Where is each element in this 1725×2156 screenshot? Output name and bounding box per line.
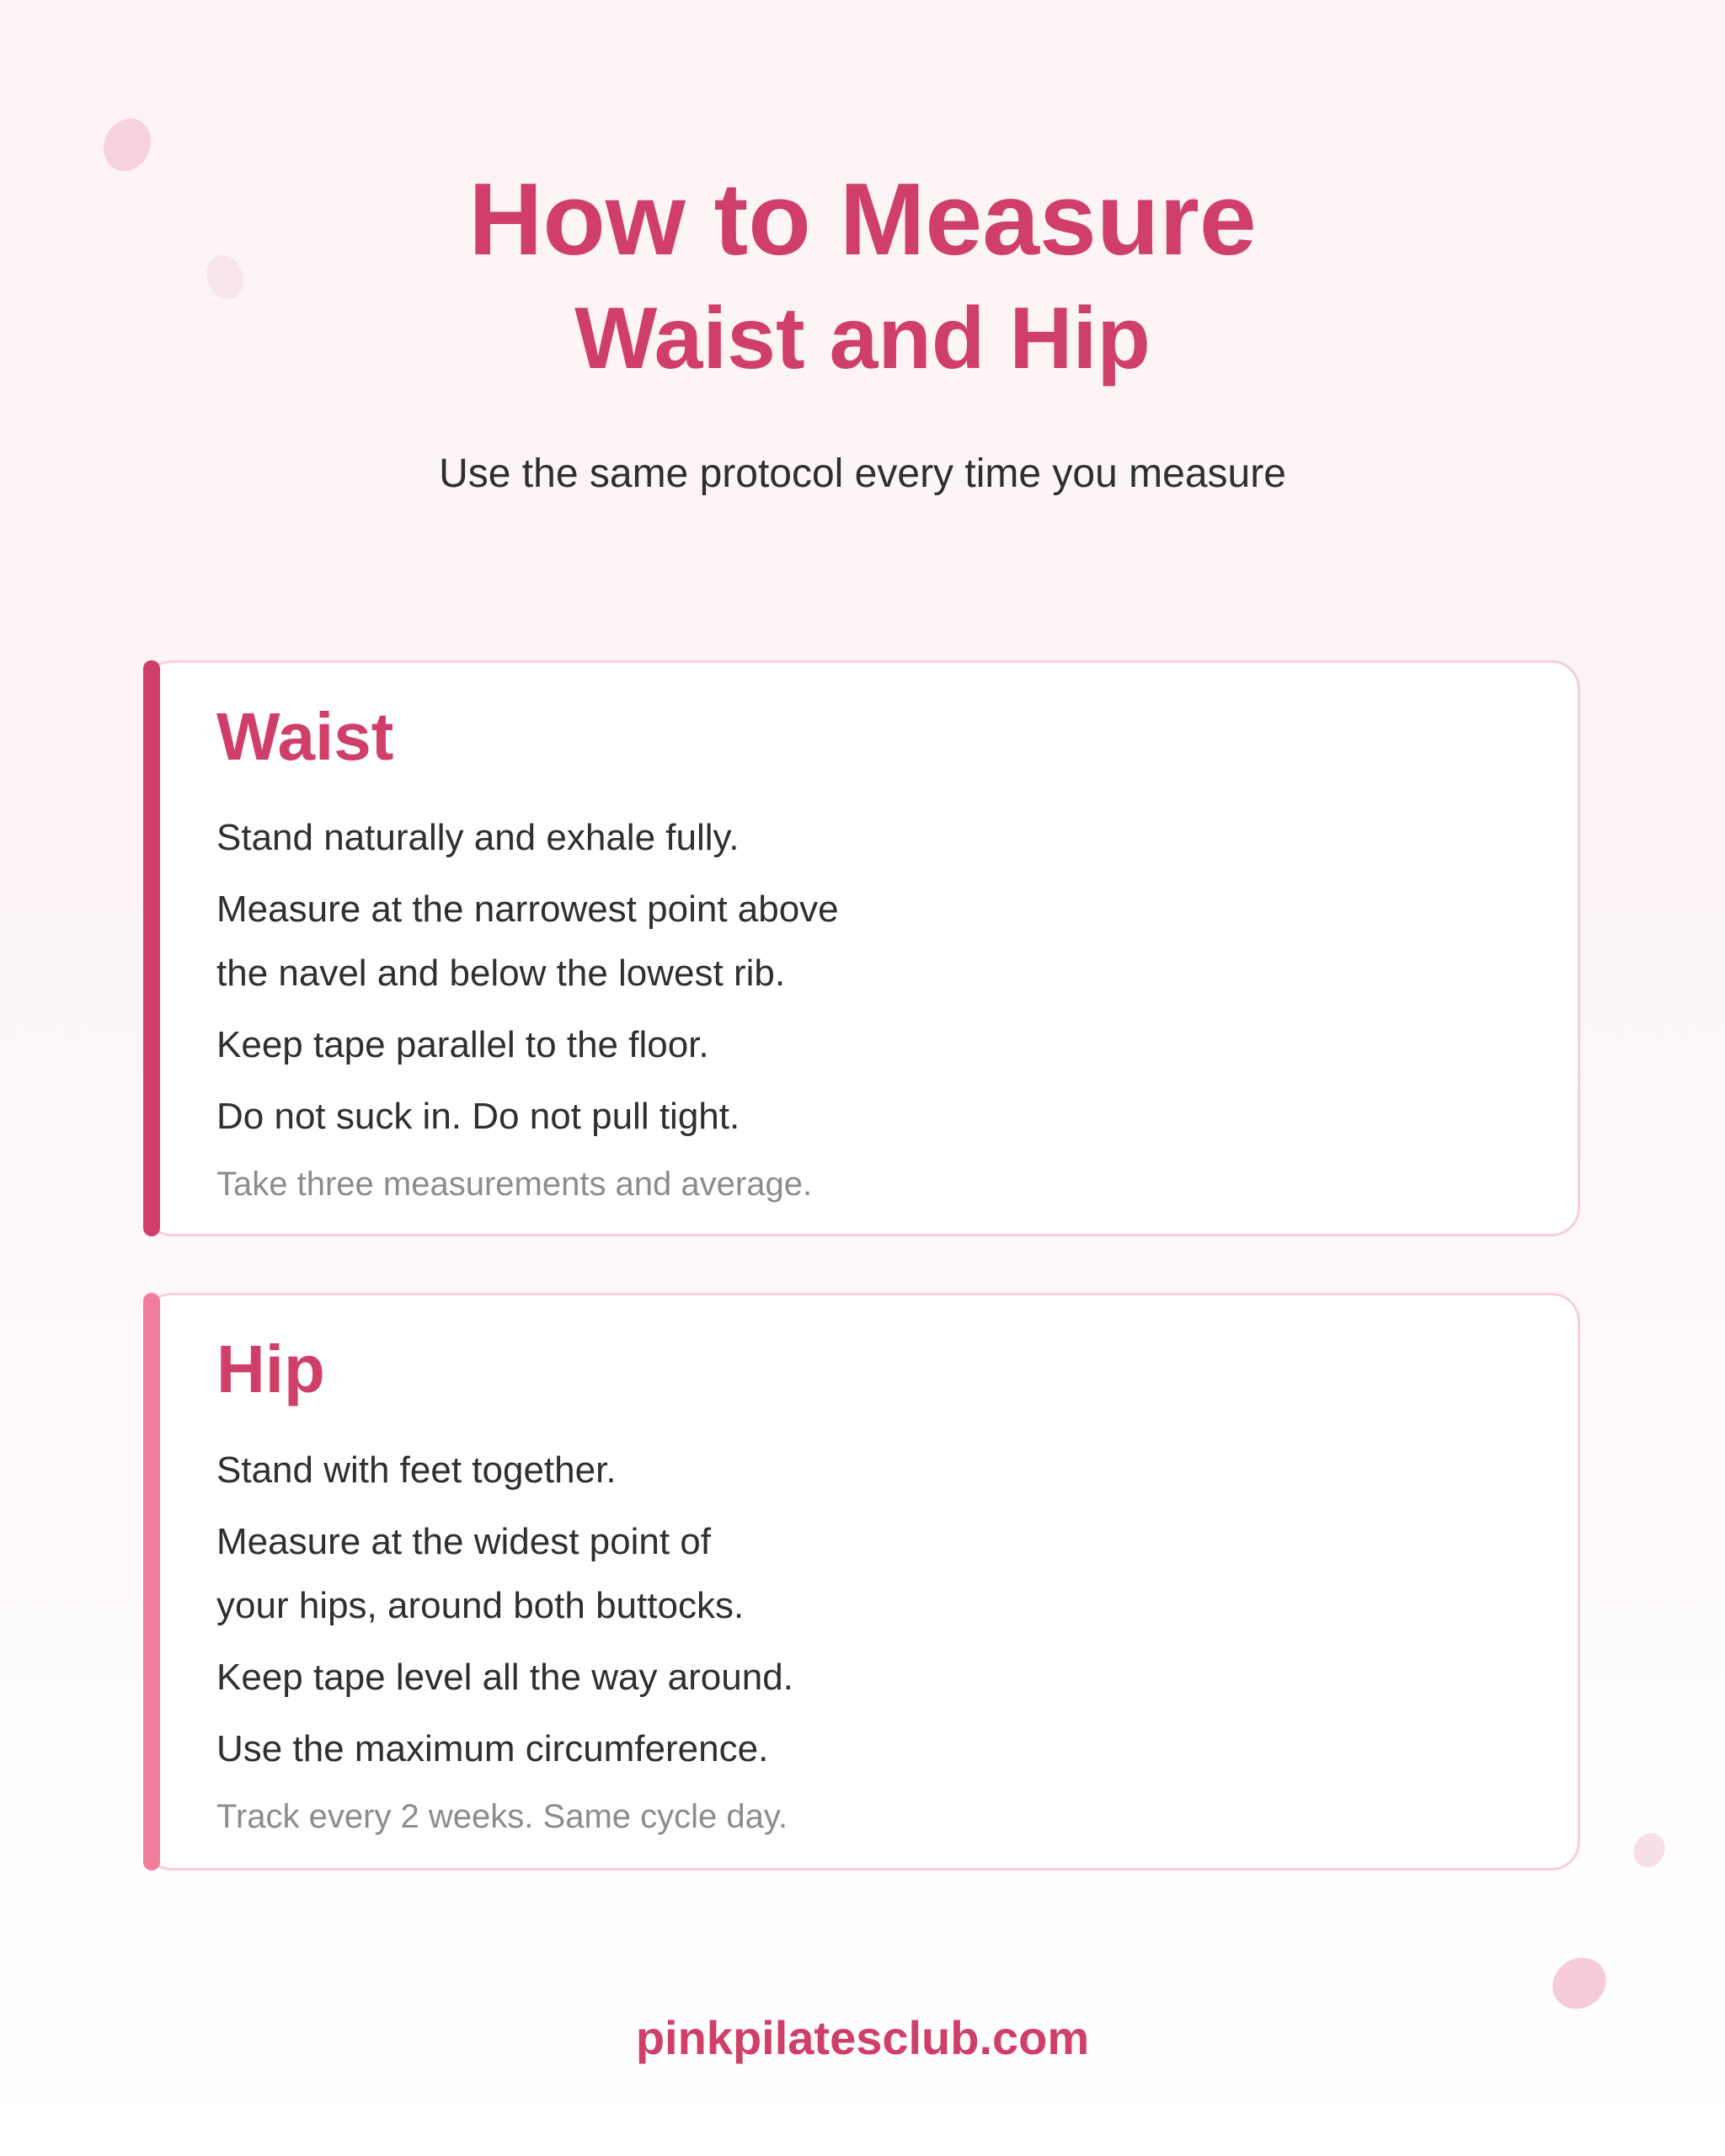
waist-card-title: Waist [216,699,394,774]
waist-accent-bar [143,660,160,1236]
hip-instruction-1: Stand with feet together. [216,1449,617,1491]
hip-instruction-2: Measure at the widest point of [216,1521,711,1562]
waist-instructions [216,806,1480,1212]
hip-instruction-5: Use the maximum circumference. [216,1728,769,1769]
hip-accent-bar [143,1293,160,1870]
hip-card-title: Hip [216,1331,325,1406]
hip-card [143,1293,1580,1870]
waist-card [143,660,1580,1236]
waist-instruction-3: the navel and below the lowest rib. [216,953,786,994]
page-title-line-1: How to Measure [468,162,1257,276]
hip-instructions [216,1438,1480,1844]
waist-instruction-1: Stand naturally and exhale fully. [216,817,740,858]
waist-instruction-5: Do not suck in. Do not pull tight. [216,1096,740,1137]
waist-instruction-2: Measure at the narrowest point above [216,889,839,930]
hip-instruction-3: your hips, around both buttocks. [216,1585,745,1626]
waist-instruction-4: Keep tape parallel to the floor. [216,1024,709,1065]
waist-note: Take three measurements and average. [216,1166,813,1203]
decorative-petal [1627,1828,1671,1873]
page-header [0,158,1725,398]
hip-note: Track every 2 weeks. Same cycle day. [216,1798,788,1835]
page-subtitle: Use the same protocol every time you measure [439,451,1286,496]
page-title-line-2: Waist and Hip [574,290,1151,387]
hip-instruction-4: Keep tape level all the way around. [216,1657,793,1698]
footer-website: pinkpilatesclub.com [635,2011,1090,2064]
